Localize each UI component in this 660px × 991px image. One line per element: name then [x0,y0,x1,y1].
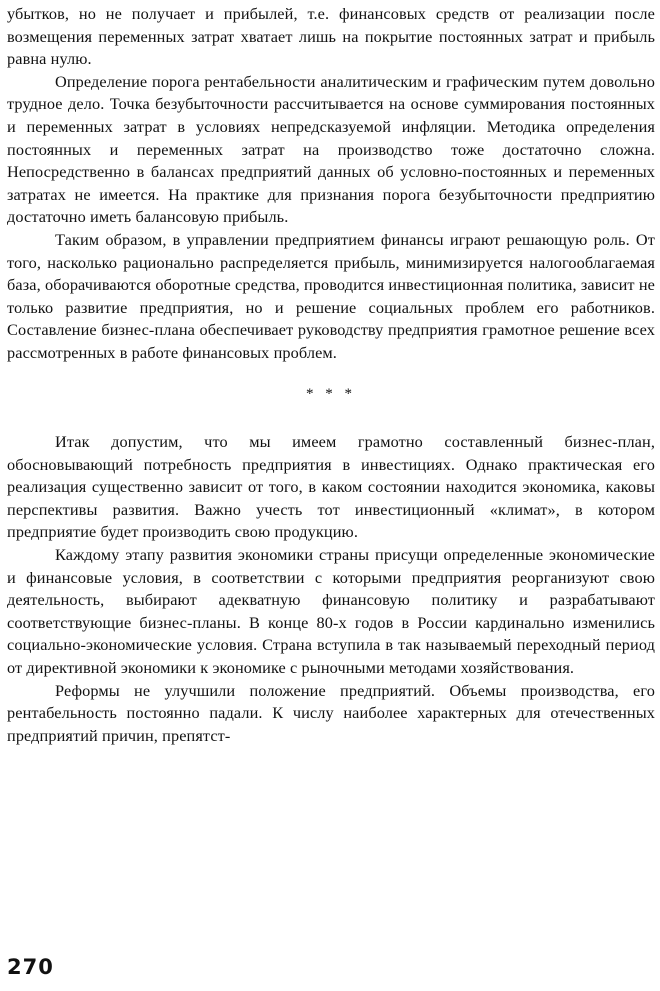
page-number: 270 [7,955,54,979]
paragraph-finance-role: Таким образом, в управлении предприятием финансы играют решающую роль. От того, насколько рационально распределяется прибыль, минимизируется налогооблагаемая база, оборачиваются оборотные средства, проводится инвестиционная политика, зависит не только развитие предприятия, но и решение социальных проблем его работников. Составление бизнес-плана обеспечивает руководству предприятия грамотное решение всех рассмотренных в работе финансовых проблем. [7,229,655,362]
paragraph-break-even-definition: Определение порога рентабельности аналитическим и графическим путем довольно трудное дело. Точка безубыточности рассчитывается на основе суммирования постоянных и переменных затрат в условиях непредсказуемой инфляции. Методика определения постоянных и переменных затрат на производство тоже достаточно сложна. Непосредственно в балансах предприятий данных об условно-постоянных и переменных затратах не имеется. На практике для признания порога безубыточности предприятию достаточно иметь балансовую прибыль. [7,71,655,227]
section-separator: * * * [306,385,356,402]
page-text [7,3,655,747]
paragraph-investment-climate: Итак допустим, что мы имеем грамотно составленный бизнес-план, обосновывающий потребность предприятия в инвестициях. Однако практическая его реализация существенно зависит от того, в каком состоянии находится экономика, каковы перспективы развития. Важно учесть тот инвестиционный «климат», в котором предприятие будет производить свою продукцию. [7,432,655,542]
paragraph-reforms: Реформы не улучшили положение предприятий. Объемы производства, его рентабельность постоянно падали. К числу наиболее характерных для отечественных предприятий причин, препятст- [7,680,655,745]
paragraph-continuation: убытков, но не получает и прибылей, т.е. финансовых средств от реализации после возмещения переменных затрат хватает лишь на покрытие постоянных затрат и прибыль равна нулю. [7,4,655,69]
paragraph-economic-conditions: Каждому этапу развития экономики страны присущи определенные экономические и финансовые условия, в соответствии с которыми предприятия реорганизуют свою деятельность, выбирают адекватную финансовую политику и разрабатывают соответствующие бизнес-планы. В конце 80-х годов в России кардинально изменились социально-экономические условия. Страна вступила в так называемый переходный период от директивной экономики к экономике с рыночными методами хозяйствования. [7,545,655,678]
